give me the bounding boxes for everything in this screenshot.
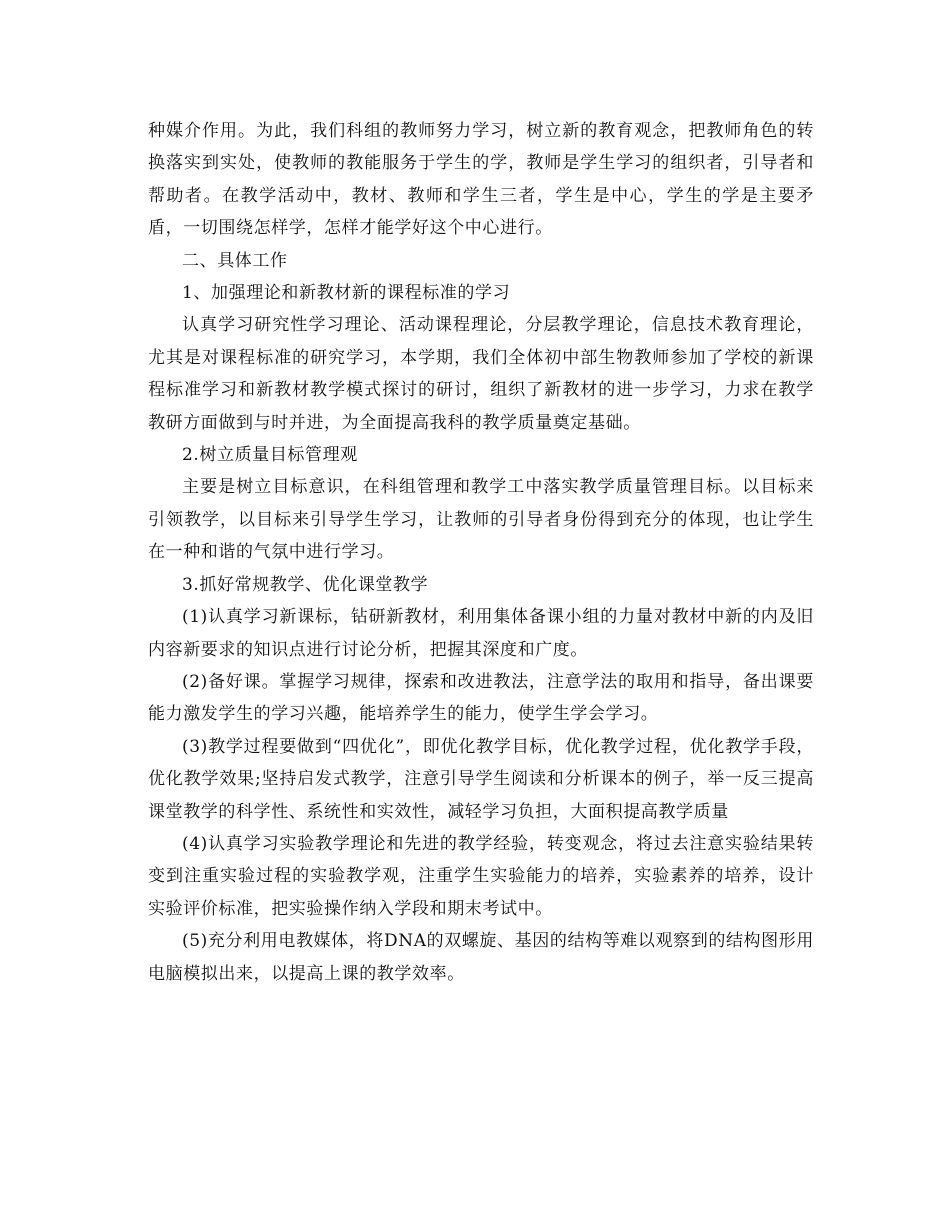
list-item-5: (5)充分利用电教媒体，将DNA的双螺旋、基因的结构等难以观察到的结构图形用电脑模拟出来，以提高上课的教学效率。 — [148, 931, 814, 984]
list-item-4: (4)认真学习实验教学理论和先进的教学经验，转变观念，将过去注意实验结果转变到注重实验过程的实验教学观，注重学生实验能力的培养，实验素养的培养，设计实验评价标准，把实验操作纳入学段和期末考试中。 — [148, 833, 814, 919]
list-item-3: (3)教学过程要做到“四优化”，即优化教学目标，优化教学过程，优化教学手段，优化教学效果;坚持启发式教学，注意引导学生阅读和分析课本的例子，举一反三提高课堂教学的科学性、系统性和实效性，减轻学习负担，大面积提高教学质量 — [148, 736, 814, 822]
subheading-routine-teaching: 3.抓好常规教学、优化课堂教学 — [182, 574, 429, 595]
list-item-2: (2)备好课。掌握学习规律，探索和改进教法，注意学法的取用和指导，备出课要能力激发学生的学习兴趣，能培养学生的能力，使学生学会学习。 — [148, 671, 814, 725]
paragraph-quality-goals: 主要是树立目标意识，在科组管理和教学工中落实教学质量管理目标。以目标来引领教学，以目标来引导学生学习，让教师的引导者身份得到充分的体现，也让学生在一种和谐的气氛中进行学习。 — [148, 477, 814, 563]
paragraph-intro-continuation: 种媒介作用。为此，我们科组的教师努力学习，树立新的教育观念，把教师角色的转换落实到实处，使教师的教能服务于学生的学，教师是学生学习的组织者，引导者和帮助者。在教学活动中，教材、教师和学生三者，学生是中心，学生的学是主要矛盾，一切围绕怎样学，怎样才能学好这个中心进行。 — [148, 121, 814, 239]
subheading-quality-goals: 2.树立质量目标管理观 — [182, 445, 358, 466]
list-item-1: (1)认真学习新课标，钻研新教材，利用集体备课小组的力量对教材中新的内及旧内容新要求的知识点进行讨论分析，把握其深度和广度。 — [148, 607, 814, 660]
document-body — [148, 115, 814, 990]
paragraph-theory-study: 认真学习研究性学习理论、活动课程理论，分层教学理论，信息技术教育理论，尤其是对课程标准的研究学习，本学期，我们全体初中部生物教师参加了学校的新课程标准学习和新教材教学模式探讨的研讨，组织了新教材的进一步学习，力求在教学教研方面做到与时并进，为全面提高我科的教学质量奠定基础。 — [148, 315, 814, 433]
section-heading-specific-work: 二、具体工作 — [182, 250, 288, 271]
subheading-theory-study: 1、加强理论和新教材新的课程标准的学习 — [182, 283, 511, 304]
